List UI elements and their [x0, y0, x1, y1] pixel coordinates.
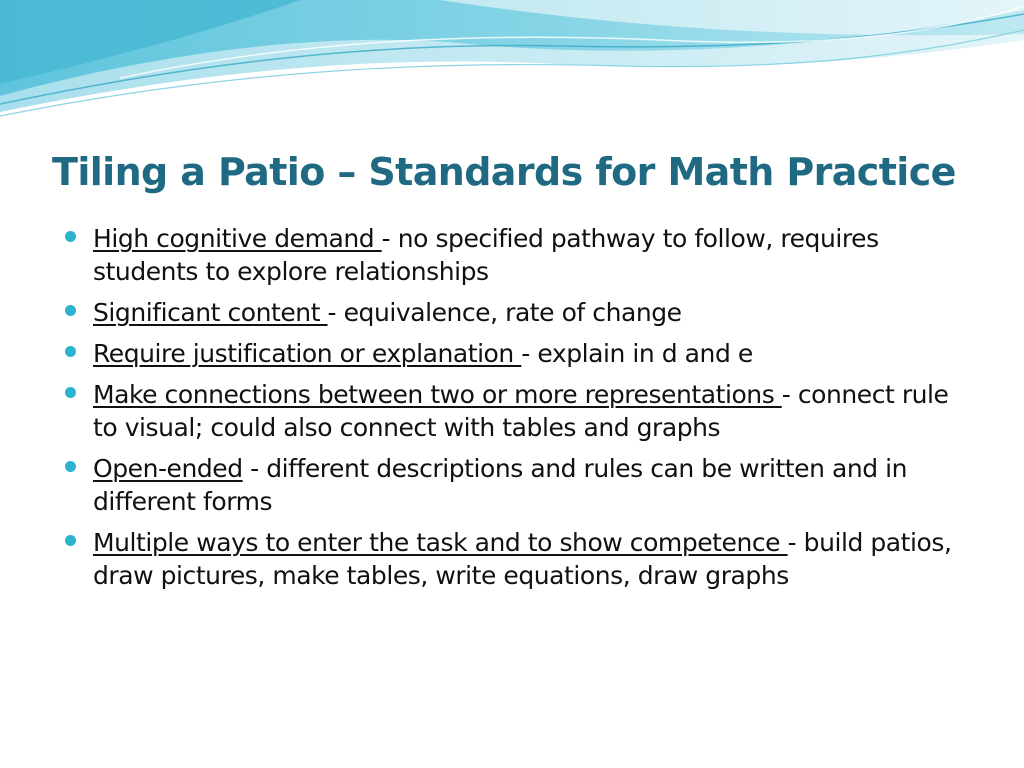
bullet-term: High cognitive demand [93, 224, 382, 253]
bullet-dot-icon [65, 535, 76, 546]
bullet-term: Require justification or explanation [93, 339, 522, 368]
bullet-dot-icon [65, 346, 76, 357]
bullet-item-multiple-ways [62, 526, 972, 592]
bullet-description: - explain in d and e [521, 339, 753, 368]
bullet-description: - equivalence, rate of change [327, 298, 682, 327]
bullet-item-open-ended [62, 452, 972, 518]
bullet-description: - no specified pathway to follow, requires students to explore relationships [93, 224, 879, 286]
bullet-dot-icon [65, 461, 76, 472]
bullet-item-significant-content [62, 296, 972, 329]
bullet-term: Multiple ways to enter the task and to show competence [93, 528, 788, 557]
bullet-description: - connect rule to visual; could also connect with tables and graphs [93, 380, 949, 442]
bullet-item-require-justification [62, 337, 972, 370]
bullet-dot-icon [65, 387, 76, 398]
bullet-term: Open-ended [93, 454, 243, 483]
bullet-dot-icon [65, 305, 76, 316]
bullet-dot-icon [65, 231, 76, 242]
header-wave-decoration [0, 0, 1024, 120]
bullet-item-make-connections [62, 378, 972, 444]
bullet-term: Significant content [93, 298, 328, 327]
bullet-description: - build patios, draw pictures, make tables, write equations, draw graphs [93, 528, 952, 590]
bullet-item-high-cognitive-demand [62, 222, 972, 288]
bullet-description: - different descriptions and rules can be written and in different forms [93, 454, 908, 516]
bullet-term: Make connections between two or more representations [93, 380, 782, 409]
slide-title: Tiling a Patio – Standards for Math Practice [52, 150, 956, 194]
bullet-list [62, 222, 972, 600]
